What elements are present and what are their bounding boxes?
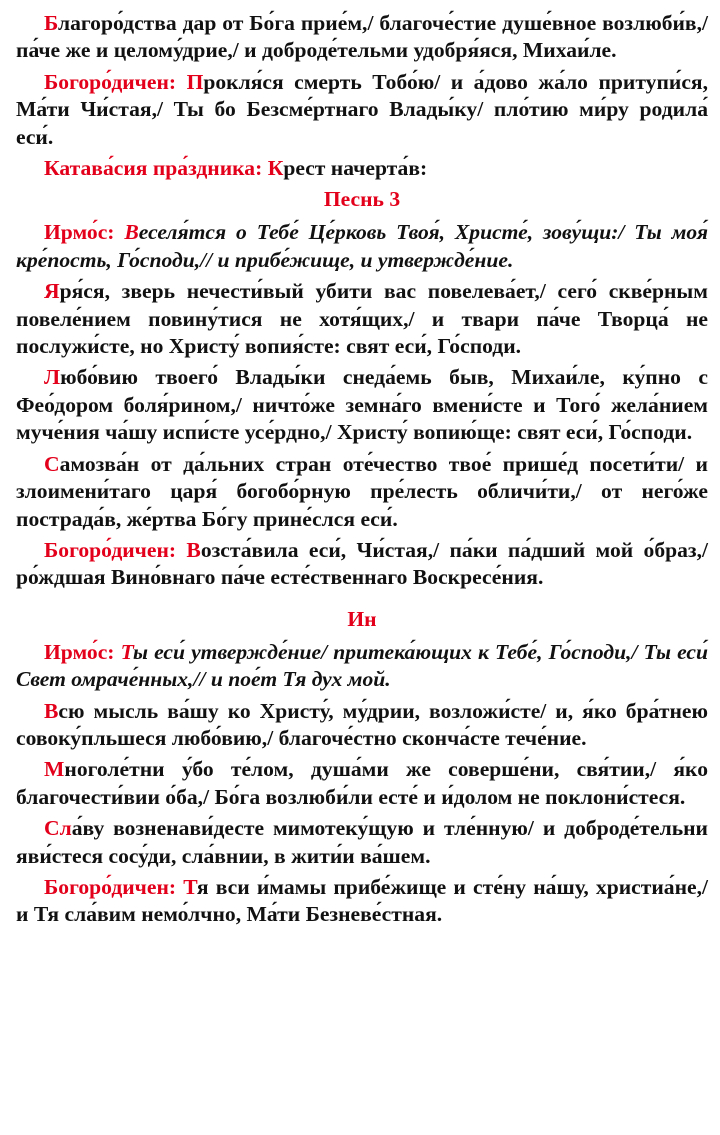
rubric-label: Богоро́дичен: [44, 874, 184, 899]
ode-heading: Песнь 3 [323, 187, 401, 212]
red-initial-letter: В [186, 537, 201, 562]
rubric-label: Ирмо́с: [44, 220, 125, 245]
troparion-paragraph [16, 10, 708, 65]
hymn-text: я вси и́мамы прибе́жище и сте́ну на́шу, христиа́не,/ и Тя сла́вим немо́лчно, Ма́ти Безневе́стная. [16, 874, 708, 927]
hymn-text: лагоро́дства дар от Бо́га прие́м,/ благоче́стие душе́вное возлюби́в,/ па́че же и целому́дрие,/ и доброде́тельми удобря́яся, Михаи́ле. [16, 11, 708, 63]
troparion-paragraph [16, 815, 708, 870]
red-initial-letter: Я [44, 279, 60, 304]
rubric-label: Богоро́дичен: [44, 69, 187, 94]
rubric-paragraph [16, 874, 708, 929]
hymn-text: ноголе́тни у́бо те́лом, душа́ми же соверше́ни, свя́тии,/ я́ко благочести́вии о́ба,/ Бо́га возлюби́ли есте́ и и́долом не поклони́стеся. [16, 757, 708, 809]
troparion-paragraph [16, 278, 708, 360]
hymn-text: а́ву возненави́десте мимотеку́щую и тле́нную/ и доброде́тельни яви́стеся сосу́ди, сла́внии, в жити́и ва́шем. [16, 816, 708, 868]
hymn-text: амозва́н от да́льних стран оте́чество твое́ прише́д посети́ти/ и злоимени́таго царя́ богобо́рную пре́лесть обличи́ти,/ от него́же пострада́в, же́ртва Бо́гу прине́слся еси́. [16, 451, 708, 531]
troparion-paragraph [16, 451, 708, 533]
hymn-text: рест начерта́в: [283, 156, 428, 181]
red-initial-letter: Т [120, 639, 133, 664]
red-initial-letter: Т [183, 874, 197, 899]
red-initial-letter: М [44, 757, 65, 782]
red-initial-letter: В [124, 220, 139, 245]
troparion-paragraph [16, 364, 708, 446]
hymn-text: озста́вила еси́, Чи́стая,/ па́ки па́дший мой о́браз,/ ро́ждшая Вино́внаго па́че есте́ственнаго Воскресе́ния. [16, 537, 709, 590]
rubric-paragraph [16, 219, 708, 274]
red-initial-letter: Б [44, 11, 58, 35]
red-initial-letter: П [186, 69, 204, 94]
hymn-text: ря́ся, зверь нечести́вый убити вас повелева́ет,/ сего́ скве́рным повеле́нием повину́тися не хотя́щих,/ и твари па́че Творца́ не послужи́сте, но Христу́ вопия́сте: свят еси́, Го́споди. [16, 279, 708, 359]
hymn-text: юбо́вию твоего́ Влады́ки снеда́емь быв, Михаи́ле, ку́пно с Фео́дором боля́рином,/ ничто́же земна́го вмени́сте и Того́ жела́нием муче́ния ча́шу испи́сте усе́рдно,/ Христу́ вопию́ще: свят еси́, Го́споди. [16, 365, 708, 445]
hymn-text: еселя́тся о Тебе́ Це́рковь Твоя́, Христе́, зову́щи:/ Ты моя́ кре́пость, Го́споди,// и прибе́жище, и утвержде́ние. [16, 220, 709, 272]
troparion-paragraph [16, 698, 708, 753]
hymn-text: ы еси́ утвержде́ние/ притека́ющих к Тебе́, Го́споди,/ Ты еси́ Свет омраче́нных,// и пое́т Тя дух мой. [16, 639, 708, 692]
ode-heading: Ин [347, 606, 377, 631]
rubric-label: Богоро́дичен: [44, 537, 187, 562]
rubric-label: Ирмо́с: [44, 639, 121, 664]
red-initial-letter: В [44, 698, 59, 723]
red-initial-letter: К [267, 156, 284, 181]
hymn-text: рокля́ся смерть Тобо́ю/ и а́дово жа́ло притупи́ся, Ма́ти Чи́стая,/ Ты бо Безсме́ртнаго Влады́ку/ пло́тию ми́ру родила́ еси́. [16, 69, 709, 149]
rubric-paragraph [16, 639, 708, 694]
rubric-paragraph [16, 537, 708, 592]
rubric-label: Катава́сия пра́здника: [44, 156, 268, 181]
hymn-text: сю мысль ва́шу ко Христу́, му́дрии, возложи́сте/ и, я́ко бра́тнею совоку́пльшеся любо́вию,/ благоче́стно сконча́сте тече́ние. [16, 698, 708, 750]
rubric-paragraph [16, 155, 708, 182]
red-initial-letter: Сл [44, 816, 72, 841]
red-initial-letter: Л [44, 365, 61, 390]
red-initial-letter: С [44, 451, 60, 476]
troparion-paragraph [16, 756, 708, 811]
rubric-paragraph [16, 69, 708, 151]
